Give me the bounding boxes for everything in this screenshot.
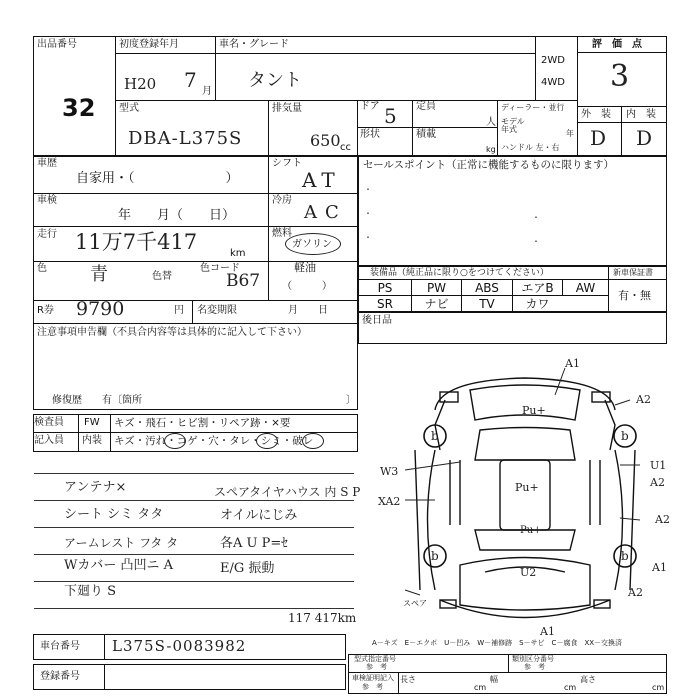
mileage-value: 11万7千417 xyxy=(75,230,198,254)
category-ref: 参 考 xyxy=(524,663,545,671)
chassis-value: L375S-0083982 xyxy=(112,637,247,655)
equip-airbag: エアB xyxy=(521,281,554,295)
lot-number: 32 xyxy=(62,94,96,122)
model-name: タント xyxy=(248,70,302,91)
dot-4: ・ xyxy=(532,213,540,222)
notes-label: 注意事項申告欄（不具合内容等は具体的に記入して下さい） xyxy=(37,327,307,338)
fw-items: キズ・飛石・ヒビ割・リペア跡・×要 xyxy=(114,417,291,429)
first-reg-month: 7 xyxy=(184,68,197,92)
diagram-label-a2-mid-right: A2 xyxy=(655,513,670,526)
diagram-label-a1-rear-right: A1 xyxy=(652,561,667,574)
svg-text:b: b xyxy=(621,429,629,443)
mileage-unit: km xyxy=(230,248,246,259)
first-reg-value: H20 xyxy=(124,75,157,93)
interior-circle-2 xyxy=(256,433,278,449)
color-change-label: 色替 xyxy=(152,271,172,282)
drive-4wd: 4WD xyxy=(541,77,565,88)
diagram-label-a2-rear-right: A2 xyxy=(628,586,643,599)
type-label: 型式 xyxy=(119,103,139,114)
svg-text:b: b xyxy=(621,549,629,563)
interior-circle-1 xyxy=(164,433,186,449)
svg-text:b: b xyxy=(431,429,439,443)
shift-value: AT xyxy=(302,168,341,192)
inspector-label: 検査員 xyxy=(34,417,64,428)
fw-label: FW xyxy=(84,417,100,428)
rear-items-block xyxy=(358,312,667,344)
dot-2: ・ xyxy=(364,209,372,218)
color-value: 青 xyxy=(90,264,108,285)
warranty-value: 有・無 xyxy=(618,289,651,302)
lot-label: 出品番号 xyxy=(37,39,77,50)
color-label: 色 xyxy=(37,263,47,274)
width-label: 幅 xyxy=(490,675,498,684)
svg-text:b: b xyxy=(431,549,439,563)
note-left-3: アームレスト フタ タ xyxy=(64,536,179,550)
history-label: 車歴 xyxy=(37,158,57,169)
rear-label: 後日品 xyxy=(362,315,392,326)
inspection-label: 車検 xyxy=(37,195,57,206)
score-value: 3 xyxy=(610,59,630,94)
fuel-label: 燃料 xyxy=(272,228,292,239)
first-reg-label: 初度登録年月 xyxy=(119,39,179,50)
category-label: 類別区分番号 xyxy=(512,655,554,663)
mileage-note: 117 417km xyxy=(288,611,357,625)
length-unit: cm xyxy=(474,683,487,692)
interior-short-label: 内装 xyxy=(82,435,102,446)
type-designation-ref: 参 考 xyxy=(366,663,387,671)
dot-3: ・ xyxy=(364,233,372,242)
diagram-label-pu-front: Pu+ xyxy=(522,404,546,417)
note-right-3: 各A U P=ｾ xyxy=(220,536,288,551)
color-code-value: B67 xyxy=(226,271,261,291)
note-right-1: スペアタイヤハウス 内 S P xyxy=(214,485,361,499)
exterior-value: D xyxy=(590,126,607,150)
interior-circle-3 xyxy=(302,433,324,449)
color-code-label: 色コード xyxy=(200,263,240,274)
year-unit: 年 xyxy=(566,129,574,138)
diagram-label-a1-bottom: A1 xyxy=(540,625,555,638)
registration-label: 登録番号 xyxy=(40,671,80,682)
history-value: 自家用・（ ） xyxy=(76,171,239,186)
diagram-label-xa2: XA2 xyxy=(378,495,401,508)
loading-unit: kg xyxy=(486,145,496,154)
fuel-diesel: 軽油 xyxy=(294,261,316,274)
drive-2wd: 2WD xyxy=(541,55,565,66)
cert-ref: 参 考 xyxy=(362,683,383,691)
exterior-label: 外 装 xyxy=(581,109,611,120)
length-label: 長さ xyxy=(400,675,416,684)
doors-label: ドア xyxy=(360,101,380,112)
recycle-value: 9790 xyxy=(76,298,125,320)
equip-pw: PW xyxy=(426,281,447,295)
doors-value: 5 xyxy=(384,104,397,128)
dealer-label: ディーラー・並行 xyxy=(501,103,565,112)
dot-1: ・ xyxy=(364,185,372,194)
recycle-unit: 円 xyxy=(174,305,184,316)
interior-label: 内 装 xyxy=(626,109,656,120)
capacity-label: 定員 xyxy=(416,101,436,112)
diagram-label-spare: スペア xyxy=(403,599,427,608)
fuel-gasoline-circle xyxy=(285,233,341,255)
diagram-label-a2-right: A2 xyxy=(650,476,665,489)
repair-label: 修復歴 有〔箇所 xyxy=(52,395,142,406)
score-label: 評 価 点 xyxy=(592,39,642,50)
name-change-label: 名変期限 xyxy=(197,305,237,316)
capacity-unit: 人 xyxy=(486,117,496,128)
equip-tv: TV xyxy=(479,297,495,311)
note-right-4: E/G 振動 xyxy=(220,561,275,576)
recycle-label: R券 xyxy=(37,305,54,316)
equip-abs: ABS xyxy=(475,281,499,295)
mileage-label: 走行 xyxy=(37,229,57,240)
chassis-label: 車台番号 xyxy=(40,641,80,652)
displacement-unit: cc xyxy=(340,142,351,153)
equip-ps: PS xyxy=(377,281,393,295)
sales-point-block xyxy=(358,156,667,266)
type-value: DBA-L375S xyxy=(128,128,243,149)
displacement-label: 排気量 xyxy=(272,103,302,114)
repair-close: 〕 xyxy=(346,395,356,406)
height-unit: cm xyxy=(652,683,665,692)
note-left-2: シート シミ タタ xyxy=(64,507,164,522)
diagram-label-a1-top: A1 xyxy=(565,357,580,370)
interior-items: キズ・汚れ・コゲ・穴・タレ・シミ・破レ xyxy=(114,435,314,447)
dot-5: ・ xyxy=(532,237,540,246)
equip-aw: AW xyxy=(575,281,596,295)
handle-label: ハンドル 左・右 xyxy=(501,143,560,152)
height-label: 高さ xyxy=(580,675,596,684)
cert-label: 車検証明記入 xyxy=(352,674,394,682)
diagram-legend: A－キズ E－エクボ U－凹み W－補修跡 S－サビ C－腐食 XX－交換済 xyxy=(372,639,623,647)
type-designation-label: 型式指定番号 xyxy=(354,655,396,663)
diagram-label-pu-rear: Pu+ xyxy=(520,525,542,536)
equip-navi: ナビ xyxy=(424,297,449,311)
first-reg-month-unit: 月 xyxy=(202,86,212,97)
equip-leather: カワ xyxy=(525,297,550,311)
note-left-5: 下廻り S xyxy=(64,584,117,599)
loading-label: 積載 xyxy=(416,129,436,140)
equip-sr: SR xyxy=(377,297,393,311)
diagram-label-u2: U2 xyxy=(520,566,537,579)
name-change-value: 月 日 xyxy=(288,305,328,316)
diagram-label-pu-roof: Pu+ xyxy=(515,481,539,494)
note-left-4: Wカバー 凸凹ニ A xyxy=(64,558,174,573)
displacement-value: 650 xyxy=(310,131,341,150)
diagram-label-a2-front-right: A2 xyxy=(636,393,651,406)
inspection-value: 年 月（ 日） xyxy=(118,208,236,223)
recorder-label: 記入員 xyxy=(34,435,64,446)
ac-label: 冷房 xyxy=(272,195,292,206)
warranty-label: 新車保証書 xyxy=(613,268,653,277)
note-right-2: オイルにじみ xyxy=(220,508,298,523)
model-year-label: モデル 年式 xyxy=(501,117,525,134)
fuel-gasoline: ガソリン xyxy=(292,239,332,250)
diagram-label-u1: U1 xyxy=(650,459,667,472)
equip-label: 装備品（純正品に限り○をつけてください） xyxy=(370,268,549,278)
width-unit: cm xyxy=(564,683,577,692)
sales-point-label: セールスポイント（正常に機能するものに限ります） xyxy=(363,159,615,171)
shape-label: 形状 xyxy=(360,129,380,140)
fuel-paren: （ ） xyxy=(282,281,332,292)
interior-value: D xyxy=(636,126,653,150)
note-left-1: アンテナ× xyxy=(64,480,127,495)
ac-value: AC xyxy=(304,202,347,223)
diagram-label-w3: W3 xyxy=(380,465,399,478)
shift-label: シフト xyxy=(272,158,302,169)
model-grade-label: 車名・グレード xyxy=(219,39,289,50)
